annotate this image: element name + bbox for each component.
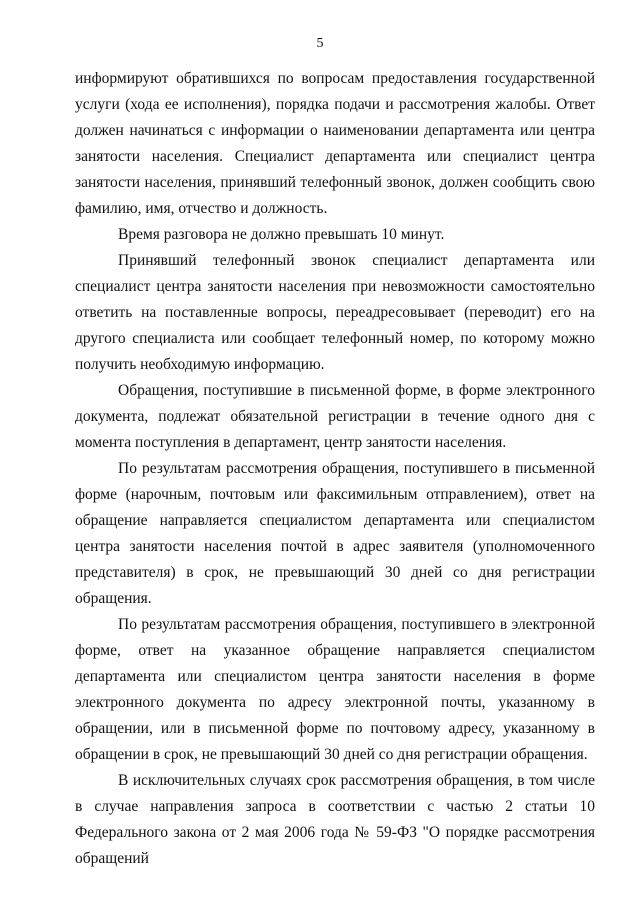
paragraph-5: По результатам рассмотрения обращения, поступившего в письменной форме (нарочным, почтовым или факсимильным отправлением), ответ на обращение направляется специалистом департамента или специалистом центра занятости населения почтой в адрес заявителя (уполномоченного представителя) в срок, не превышающий 30 дней со дня регистрации обращения. bbox=[75, 460, 595, 607]
paragraph-2: Время разговора не должно превышать 10 минут. bbox=[118, 226, 445, 243]
paragraph-7: В исключительных случаях срок рассмотрения обращения, в том числе в случае направления запроса в соответствии с частью 2 статьи 10 Федерального закона от 2 мая 2006 года № 59-ФЗ "О порядке рассмотрения обращений bbox=[75, 772, 595, 867]
page-number: 5 bbox=[316, 36, 324, 51]
paragraph-3: Принявший телефонный звонок специалист департамента или специалист центра занятости населения при невозможности самостоятельно ответить на поставленные вопросы, переадресовывает (переводит) его на другого специалиста или сообщает телефонный номер, по которому можно получить необходимую информацию. bbox=[75, 252, 595, 373]
paragraph-4: Обращения, поступившие в письменной форме, в форме электронного документа, подлежат обязательной регистрации в течение одного дня с момента поступления в департамент, центр занятости населения. bbox=[75, 382, 595, 451]
paragraph-1: информируют обратившихся по вопросам предоставления государственной услуги (хода ее исполнения), порядка подачи и рассмотрения жалобы. Ответ должен начинаться с информации о наименовании департамента или центра занятости населения. Специалист департамента или специалист центра занятости населения, принявший телефонный звонок, должен сообщить свою фамилию, имя, отчество и должность. bbox=[75, 70, 595, 217]
paragraph-6: По результатам рассмотрения обращения, поступившего в электронной форме, ответ на указанное обращение направляется специалистом департамента или специалистом центра занятости населения в форме электронного документа по адресу электронной почты, указанному в обращении, или в письменной форме по почтовому адресу, указанному в обращении в срок, не превышающий 30 дней со дня регистрации обращения. bbox=[75, 616, 595, 763]
document-body bbox=[75, 66, 595, 872]
